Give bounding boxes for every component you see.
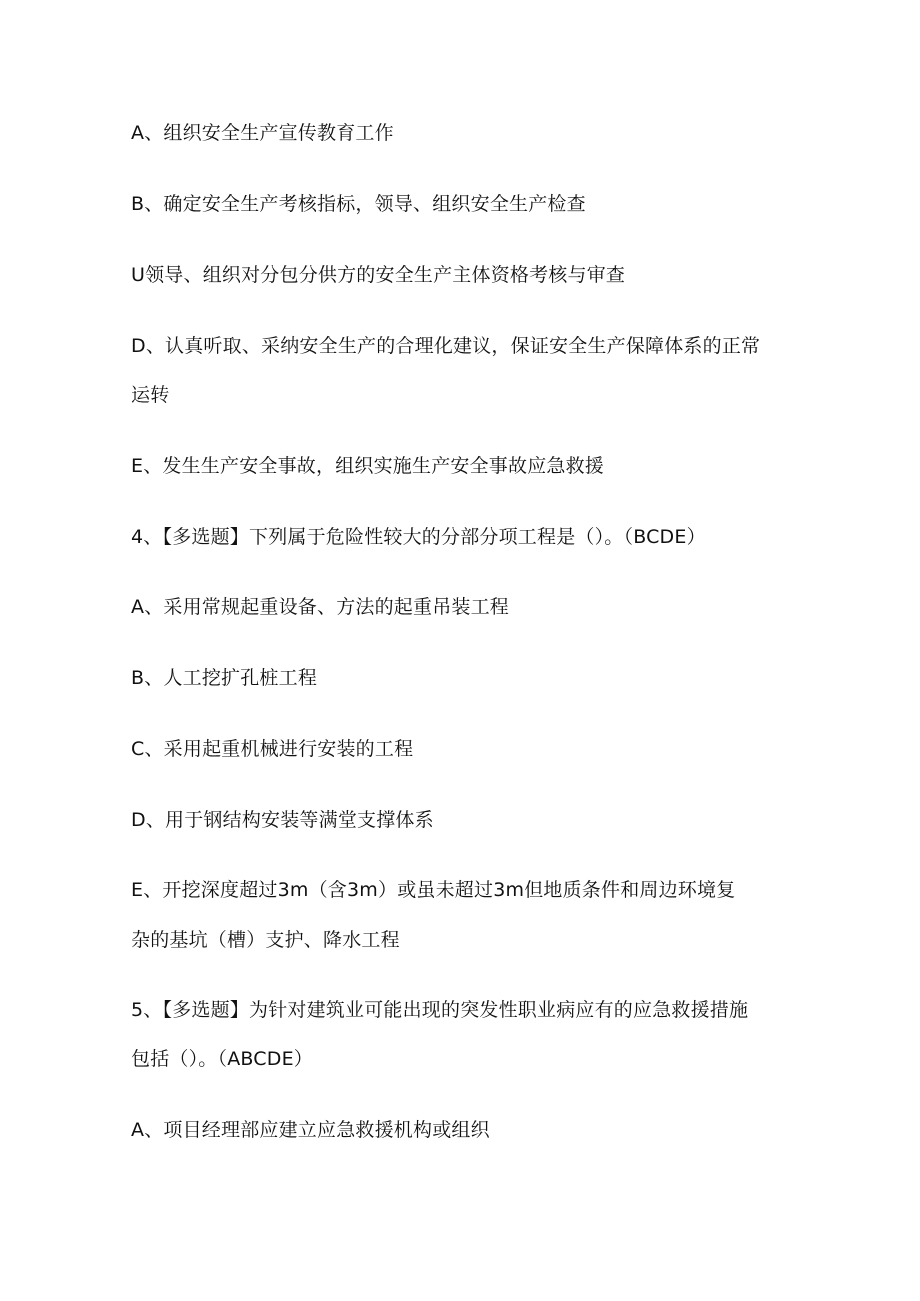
question-5-continuation-line: 包括（）。（ABCDE）	[131, 1048, 314, 1070]
q4-option-a-line: A、采用常规起重设备、方法的起重吊装工程	[131, 596, 509, 618]
option-d-continuation-line: 运转	[131, 384, 170, 406]
question-4-line: 4、【多选题】下列属于危险性较大的分部分项工程是（）。（BCDE）	[131, 526, 706, 548]
q4-option-e-continuation-line: 杂的基坑（槽）支护、降水工程	[131, 929, 400, 951]
option-b-line: B、确定安全生产考核指标，领导、组织安全生产检查	[131, 193, 586, 215]
q5-option-a-line: A、项目经理部应建立应急救援机构或组织	[131, 1119, 490, 1141]
option-e-line: E、发生生产安全事故，组织实施生产安全事故应急救援	[131, 455, 605, 477]
q4-option-b-line: B、人工挖扩孔桩工程	[131, 667, 318, 689]
q4-option-e-line: E、开挖深度超过3m（含3m）或虽未超过3m但地质条件和周边环境复	[131, 879, 736, 901]
q4-option-c-line: C、采用起重机械进行安装的工程	[131, 738, 414, 760]
option-a-line: A、组织安全生产宣传教育工作	[131, 122, 394, 144]
option-c-line: U领导、组织对分包分供方的安全生产主体资格考核与审查	[131, 264, 626, 286]
question-5-line: 5、【多选题】为针对建筑业可能出现的突发性职业病应有的应急救援措施	[131, 999, 749, 1021]
q4-option-d-line: D、用于钢结构安装等满堂支撑体系	[131, 809, 434, 831]
option-d-line: D、认真听取、采纳安全生产的合理化建议，保证安全生产保障体系的正常	[131, 335, 761, 357]
